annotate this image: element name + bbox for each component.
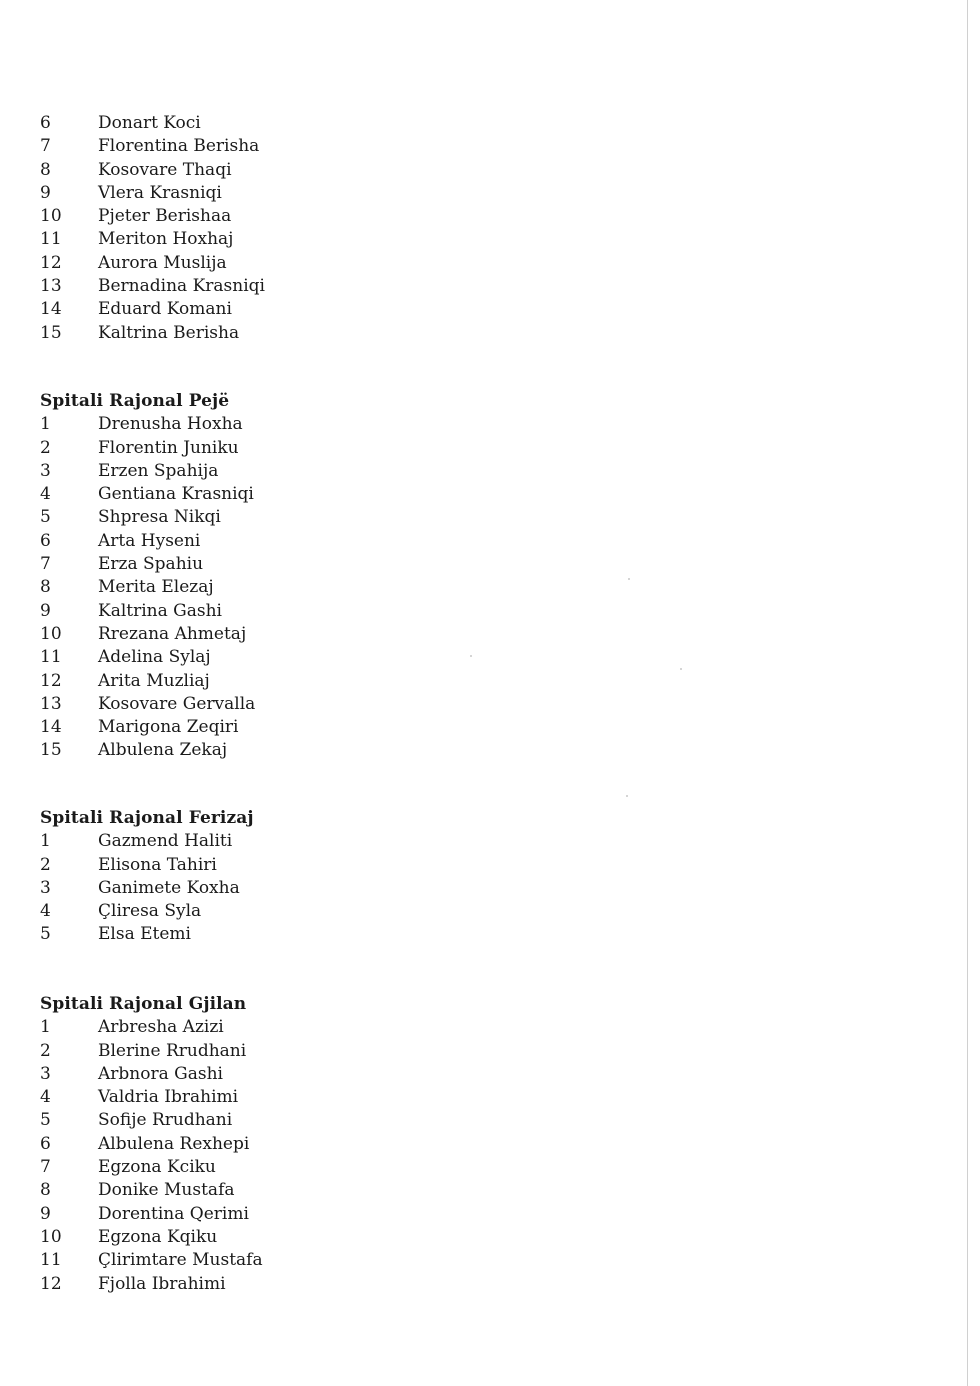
entry-number: 10 — [40, 1226, 62, 1247]
entry-number: 11 — [40, 647, 62, 668]
entry-number: 15 — [40, 740, 62, 761]
list-item — [40, 693, 560, 716]
entry-name: Donart Koci — [98, 113, 201, 133]
list-item — [40, 205, 560, 228]
list-item — [40, 228, 560, 251]
entry-number: 2 — [40, 854, 51, 875]
list-item — [40, 112, 560, 135]
list-item — [40, 1203, 560, 1226]
entry-number: 8 — [40, 159, 51, 180]
scan-edge-line — [967, 0, 968, 1386]
section-block — [40, 112, 560, 345]
entry-name: Kosovare Thaqi — [98, 159, 232, 180]
list-item — [40, 298, 560, 321]
entry-name: Blerine Rrudhani — [98, 1040, 247, 1061]
list-item — [40, 716, 560, 739]
entry-name: Florentin Juniku — [98, 437, 239, 458]
entry-name: Egzona Kqiku — [98, 1226, 218, 1247]
entry-name: Arta Hyseni — [98, 530, 201, 551]
list-item — [40, 1040, 560, 1063]
list-item — [40, 830, 560, 853]
entry-number: 5 — [40, 924, 51, 945]
entry-number: 15 — [40, 322, 62, 343]
list-item — [40, 460, 560, 483]
entry-name: Valdria Ibrahimi — [98, 1087, 239, 1108]
scan-speck — [626, 795, 628, 797]
section-heading: Spitali Rajonal Pejë — [40, 391, 230, 411]
entry-name: Dorentina Qerimi — [98, 1203, 249, 1224]
scan-speck — [680, 668, 682, 670]
entry-name: Erzen Spahija — [98, 460, 219, 481]
list-item — [40, 1133, 560, 1156]
entry-name: Eduard Komani — [98, 299, 232, 320]
entry-name: Kaltrina Berisha — [98, 322, 240, 343]
entry-name: Arbnora Gashi — [98, 1063, 223, 1084]
entry-name: Merita Elezaj — [98, 577, 214, 598]
entry-number: 12 — [40, 670, 62, 691]
entry-name: Shpresa Nikqi — [98, 507, 221, 528]
entry-name: Vlera Krasniqi — [98, 182, 222, 203]
list-item — [40, 159, 560, 182]
entry-name: Gentiana Krasniqi — [98, 484, 254, 505]
entry-number: 12 — [40, 252, 62, 273]
entry-name: Arita Muzliaj — [98, 670, 210, 691]
list-item — [40, 530, 560, 553]
entry-name: Erza Spahiu — [98, 554, 204, 575]
entry-number: 7 — [40, 1157, 51, 1178]
list-item — [40, 670, 560, 693]
list-item — [40, 1273, 560, 1296]
entry-number: 4 — [40, 1087, 51, 1108]
list-item — [40, 600, 560, 623]
list-item — [40, 483, 560, 506]
entry-number: 4 — [40, 484, 51, 505]
list-item — [40, 413, 560, 436]
entry-number: 3 — [40, 1063, 51, 1084]
list-item — [40, 182, 560, 205]
list-item — [40, 623, 560, 646]
entry-number: 3 — [40, 460, 51, 481]
entry-name: Adelina Sylaj — [98, 647, 211, 668]
entry-name: Egzona Kciku — [98, 1157, 216, 1178]
list-item — [40, 877, 560, 900]
list-item — [40, 1249, 560, 1272]
list-item — [40, 923, 560, 946]
list-item — [40, 900, 560, 923]
entry-name: Meriton Hoxhaj — [98, 229, 234, 250]
entry-number: 2 — [40, 1040, 51, 1061]
entry-name: Albulena Zekaj — [98, 740, 228, 761]
entry-number: 11 — [40, 229, 62, 250]
entry-number: 8 — [40, 1180, 51, 1201]
section-block — [40, 993, 560, 1296]
entry-name: Elisona Tahiri — [98, 854, 217, 875]
list-item — [40, 1063, 560, 1086]
list-item — [40, 1226, 560, 1249]
entry-number: 7 — [40, 136, 51, 157]
list-item — [40, 275, 560, 298]
section-heading: Spitali Rajonal Ferizaj — [40, 808, 254, 828]
entry-name: Marigona Zeqiri — [98, 717, 239, 738]
entry-name: Gazmend Haliti — [98, 831, 233, 852]
entry-number: 6 — [40, 1133, 51, 1154]
entry-number: 11 — [40, 1250, 62, 1271]
entry-name: Kaltrina Gashi — [98, 600, 222, 621]
entry-name: Elsa Etemi — [98, 924, 191, 945]
section-block — [40, 390, 560, 763]
list-item — [40, 1016, 560, 1039]
entry-number: 13 — [40, 693, 62, 714]
entry-number: 14 — [40, 717, 62, 738]
entry-number: 10 — [40, 623, 62, 644]
list-item — [40, 1156, 560, 1179]
entry-number: 7 — [40, 554, 51, 575]
list-item — [40, 322, 560, 345]
entry-name: Donike Mustafa — [98, 1180, 235, 1201]
entry-number: 9 — [40, 1203, 51, 1224]
entry-name: Fjolla Ibrahimi — [98, 1273, 226, 1294]
list-item — [40, 576, 560, 599]
entry-name: Florentina Berisha — [98, 136, 260, 157]
list-item — [40, 854, 560, 877]
list-item — [40, 506, 560, 529]
entry-name: Çlirimtare Mustafa — [98, 1250, 263, 1271]
list-item — [40, 739, 560, 762]
list-item — [40, 1109, 560, 1132]
entry-name: Albulena Rexhepi — [98, 1133, 250, 1154]
entry-number: 1 — [40, 1017, 51, 1038]
entry-number: 4 — [40, 901, 51, 922]
list-item — [40, 252, 560, 275]
section-heading: Spitali Rajonal Gjilan — [40, 994, 247, 1014]
list-item — [40, 135, 560, 158]
entry-name: Çliresa Syla — [98, 901, 202, 922]
entry-number: 1 — [40, 414, 51, 435]
entry-name: Aurora Muslija — [98, 252, 227, 273]
list-item — [40, 437, 560, 460]
entry-name: Kosovare Gervalla — [98, 693, 256, 714]
entry-number: 5 — [40, 1110, 51, 1131]
list-item — [40, 646, 560, 669]
entry-number: 3 — [40, 877, 51, 898]
section-block — [40, 807, 560, 947]
entry-name: Pjeter Berishaa — [98, 206, 232, 227]
entry-name: Sofije Rrudhani — [98, 1110, 233, 1131]
entry-number: 12 — [40, 1273, 62, 1294]
entry-number: 13 — [40, 276, 62, 297]
entry-name: Arbresha Azizi — [98, 1017, 224, 1038]
entry-number: 9 — [40, 600, 51, 621]
list-item — [40, 1179, 560, 1202]
entry-number: 6 — [40, 530, 51, 551]
entry-number: 2 — [40, 437, 51, 458]
entry-name: Drenusha Hoxha — [98, 414, 243, 435]
entry-name: Rrezana Ahmetaj — [98, 623, 247, 644]
entry-number: 8 — [40, 577, 51, 598]
entry-number: 14 — [40, 299, 62, 320]
entry-name: Ganimete Koxha — [98, 877, 240, 898]
entry-number: 9 — [40, 182, 51, 203]
list-item — [40, 1086, 560, 1109]
entry-number: 6 — [40, 113, 51, 133]
entry-name: Bernadina Krasniqi — [98, 276, 265, 297]
entry-number: 5 — [40, 507, 51, 528]
scan-speck — [628, 578, 630, 580]
entry-number: 10 — [40, 206, 62, 227]
list-item — [40, 553, 560, 576]
entry-number: 1 — [40, 831, 51, 852]
